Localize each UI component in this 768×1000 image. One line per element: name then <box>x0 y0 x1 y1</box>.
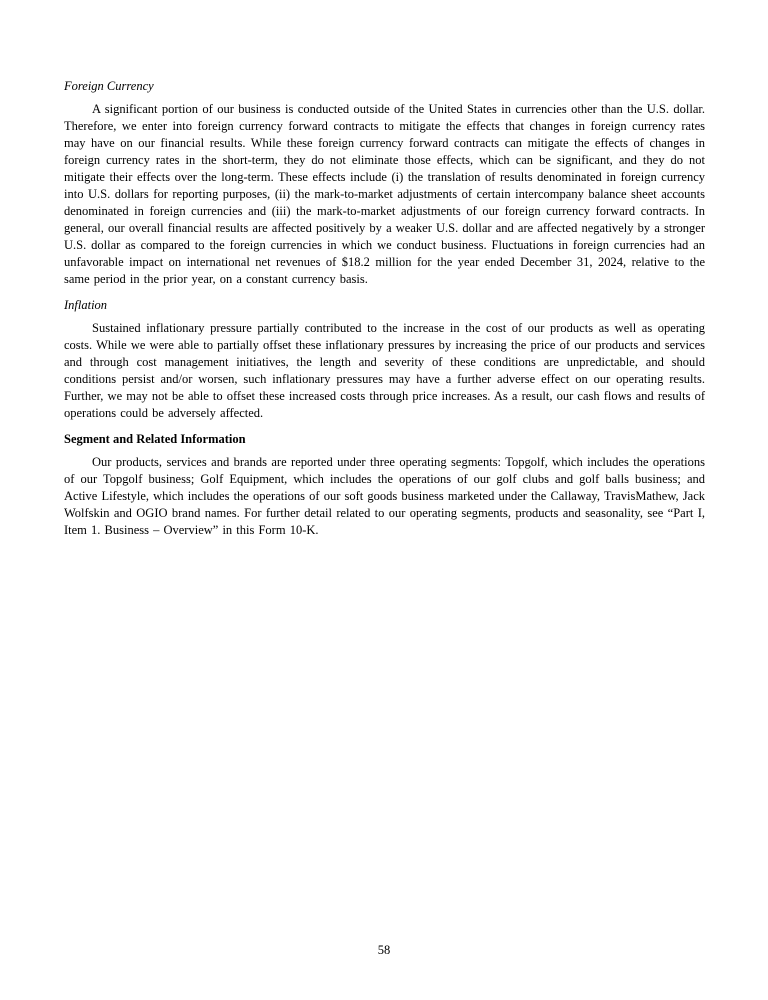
section-segment-information <box>64 431 705 539</box>
section-heading-foreign-currency: Foreign Currency <box>64 79 154 93</box>
section-heading-inflation: Inflation <box>64 298 108 312</box>
section-foreign-currency <box>64 78 705 288</box>
section-inflation <box>64 297 705 422</box>
page-number: 58 <box>377 943 391 957</box>
inflation-paragraph: Sustained inflationary pressure partially contributed to the increase in the cost of our products as well as operating costs. While we were able to partially offset these inflationary pressures by increasing the price of our products and services and through cost management initiatives, the length and severity of these conditions are unpredictable, and should conditions persist and/or worsen, such inflationary pressures may have a further adverse effect on our operating results. Further, we may not be able to offset these increased costs through price increases. As a result, our cash flows and results of operations could be adversely affected. <box>64 321 705 420</box>
segment-information-paragraph: Our products, services and brands are reported under three operating segments: Topgolf, which includes the operations of our Topgolf business; Golf Equipment, which includes the operations of our golf clubs and golf balls business; and Active Lifestyle, which includes the operations of our soft goods business marketed under the Callaway, TravisMathew, Jack Wolfskin and OGIO brand names. For further detail related to our operating segments, products and seasonality, see “Part I, Item 1. Business – Overview” in this Form 10-K. <box>64 455 705 537</box>
foreign-currency-paragraph: A significant portion of our business is conducted outside of the United States in currencies other than the U.S. dollar. Therefore, we enter into foreign currency forward contracts to mitigate the effects that changes in foreign currency rates may have on our financial results. While these foreign currency forward contracts can mitigate the effects of changes in foreign currency rates in the short-term, they do not eliminate those effects, which can be significant, and they do not mitigate their effects over the long-term. These effects include (i) the translation of results denominated in foreign currency into U.S. dollars for reporting purposes, (ii) the mark-to-market adjustments of certain intercompany balance sheet accounts denominated in foreign currencies and (iii) the mark-to-market adjustments of our foreign currency forward contracts. In general, our overall financial results are affected positively by a weaker U.S. dollar and are affected negatively by a stronger U.S. dollar as compared to the foreign currencies in which we conduct business. Fluctuations in foreign currencies had an unfavorable impact on international net revenues of $18.2 million for the year ended December 31, 2024, relative to the same period in the prior year, on a constant currency basis. <box>64 102 705 286</box>
section-heading-segment-information: Segment and Related Information <box>64 432 246 446</box>
